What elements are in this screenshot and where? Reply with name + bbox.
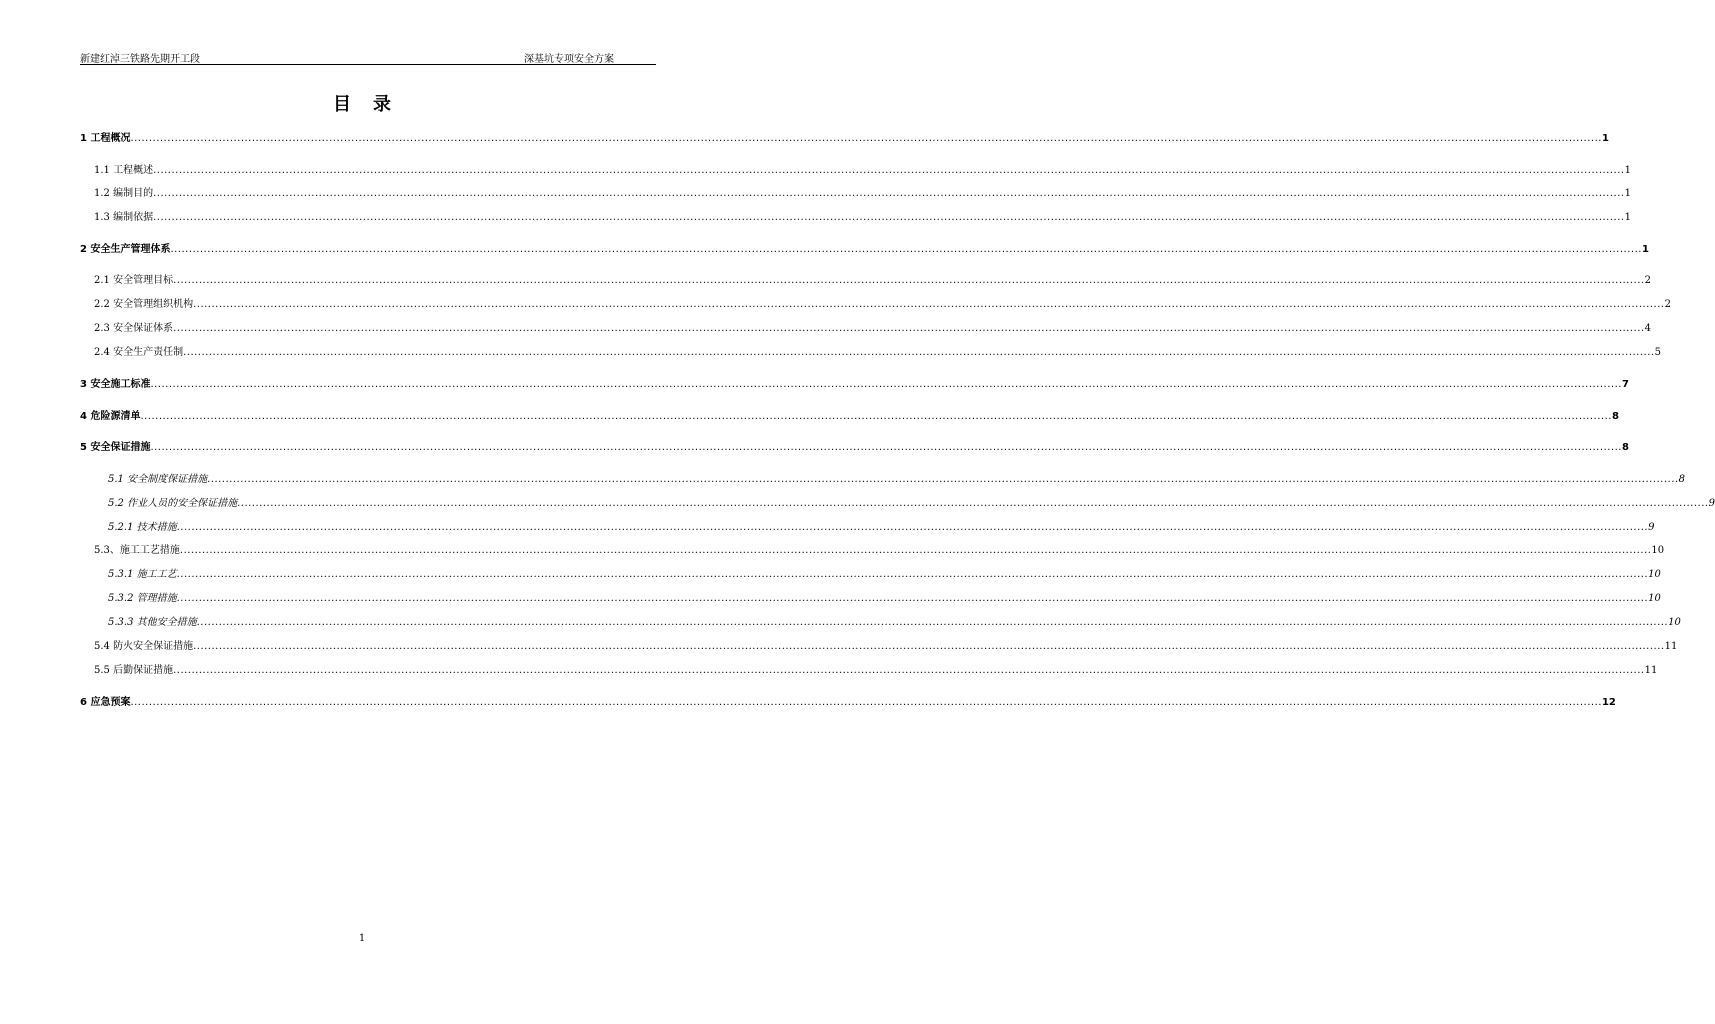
toc-entry-page: 10 — [1648, 593, 1661, 604]
toc-dot-leader: ................................................................................................................................................................................................................................................................................................................................................................................................................ — [179, 545, 1652, 556]
toc-entry[interactable] — [80, 521, 1655, 535]
toc-entry[interactable] — [80, 132, 1609, 146]
toc-entry-page: 1 — [1601, 133, 1609, 144]
toc-dot-leader: ................................................................................................................................................................................................................................................................................................................................................................................................................ — [153, 188, 1625, 199]
toc-entry-label: 5.1 安全制度保证措施 — [108, 474, 208, 485]
toc-entry-label: 5.2.1 技术措施 — [108, 522, 177, 533]
toc-dot-leader: ................................................................................................................................................................................................................................................................................................................................................................................................................ — [140, 411, 1612, 422]
toc-entry-page: 10 — [1651, 545, 1665, 556]
header-document-name: 深基坑专项安全方案 — [524, 54, 614, 65]
toc-entry-label: 2.2 安全管理组织机构 — [94, 299, 194, 310]
toc-entry-page: 12 — [1601, 697, 1616, 708]
toc-entry[interactable] — [80, 592, 1661, 606]
toc-dot-leader: ................................................................................................................................................................................................................................................................................................................................................................................................................ — [130, 133, 1602, 144]
toc-entry[interactable] — [80, 243, 1649, 257]
toc-entry-page: 10 — [1668, 617, 1681, 628]
toc-entry[interactable] — [80, 322, 1651, 336]
toc-entry[interactable] — [80, 441, 1629, 455]
toc-entry-page: 1 — [1624, 188, 1631, 199]
toc-entry-label: 6 应急预案 — [80, 697, 131, 708]
toc-entry-label: 2.4 安全生产责任制 — [94, 347, 184, 358]
toc-dot-leader: ................................................................................................................................................................................................................................................................................................................................................................................................................ — [130, 697, 1602, 708]
toc-dot-leader: ................................................................................................................................................................................................................................................................................................................................................................................................................ — [207, 474, 1679, 485]
toc-entry-label: 1 工程概况 — [80, 133, 131, 144]
toc-dot-leader: ................................................................................................................................................................................................................................................................................................................................................................................................................ — [153, 212, 1625, 223]
toc-entry-label: 2 安全生产管理体系 — [80, 244, 171, 255]
toc-entry[interactable] — [80, 346, 1661, 360]
toc-dot-leader: ................................................................................................................................................................................................................................................................................................................................................................................................................ — [153, 165, 1625, 176]
toc-dot-leader: ................................................................................................................................................................................................................................................................................................................................................................................................................ — [170, 244, 1642, 255]
toc-dot-leader: ................................................................................................................................................................................................................................................................................................................................................................................................................ — [176, 522, 1649, 533]
toc-dot-leader: ................................................................................................................................................................................................................................................................................................................................................................................................................ — [173, 665, 1645, 676]
toc-dot-leader: ................................................................................................................................................................................................................................................................................................................................................................................................................ — [183, 347, 1655, 358]
page-number: 1 — [358, 933, 366, 944]
toc-entry-page: 2 — [1644, 275, 1651, 286]
toc-entry-page: 8 — [1611, 411, 1619, 422]
toc-dot-leader: ................................................................................................................................................................................................................................................................................................................................................................................................................ — [150, 442, 1622, 453]
toc-dot-leader: ................................................................................................................................................................................................................................................................................................................................................................................................................ — [237, 498, 1709, 509]
toc-entry-page: 7 — [1621, 379, 1629, 390]
toc-entry[interactable] — [80, 298, 1671, 312]
toc-entry-label: 5.4 防火安全保证措施 — [94, 641, 194, 652]
header-project-name: 新建红淖三铁路先期开工段 — [80, 54, 200, 65]
toc-entry-page: 4 — [1644, 323, 1651, 334]
toc-entry-label: 3 安全施工标准 — [80, 379, 151, 390]
toc-entry-page: 1 — [1641, 244, 1649, 255]
toc-entry[interactable] — [80, 410, 1619, 424]
toc-entry[interactable] — [80, 640, 1678, 654]
toc-entry[interactable] — [80, 664, 1658, 678]
toc-dot-leader: ................................................................................................................................................................................................................................................................................................................................................................................................................ — [176, 593, 1649, 604]
page-header — [80, 48, 656, 65]
toc-dot-leader: ................................................................................................................................................................................................................................................................................................................................................................................................................ — [193, 641, 1665, 652]
toc-entry-page: 8 — [1621, 442, 1629, 453]
toc-entry-label: 1.2 编制目的 — [94, 188, 154, 199]
toc-entry-label: 1.3 编制依据 — [94, 212, 154, 223]
toc-entry-page: 11 — [1644, 665, 1658, 676]
toc-dot-leader: ................................................................................................................................................................................................................................................................................................................................................................................................................ — [150, 379, 1622, 390]
toc-entry[interactable] — [80, 164, 1631, 178]
toc-entry[interactable] — [80, 696, 1616, 710]
toc-entry-label: 5.2 作业人员的安全保证措施 — [108, 498, 238, 509]
toc-entry-label: 4 危险源清单 — [80, 411, 141, 422]
toc-entry-label: 2.3 安全保证体系 — [94, 323, 174, 334]
toc-entry-label: 5.3.1 施工工艺 — [108, 569, 177, 580]
toc-entry-label: 2.1 安全管理目标 — [94, 275, 174, 286]
toc-entry-page: 5 — [1654, 347, 1661, 358]
toc-entry[interactable] — [80, 473, 1685, 487]
toc-entry-label: 5 安全保证措施 — [80, 442, 151, 453]
toc-entry-label: 5.3、施工工艺措施 — [94, 545, 180, 556]
toc-entry-label: 1.1 工程概述 — [94, 165, 154, 176]
toc-dot-leader: ................................................................................................................................................................................................................................................................................................................................................................................................................ — [173, 275, 1645, 286]
toc-entry-label: 5.5 后勤保证措施 — [94, 665, 174, 676]
toc-entry[interactable] — [80, 544, 1665, 558]
toc-entry-page: 10 — [1648, 569, 1661, 580]
toc-entry-page: 2 — [1664, 299, 1671, 310]
toc-entry[interactable] — [80, 616, 1681, 630]
toc-entry[interactable] — [80, 211, 1631, 225]
toc-entry-page: 11 — [1664, 641, 1678, 652]
toc-dot-leader: ................................................................................................................................................................................................................................................................................................................................................................................................................ — [173, 323, 1645, 334]
toc-dot-leader: ................................................................................................................................................................................................................................................................................................................................................................................................................ — [196, 617, 1669, 628]
toc-entry-label: 5.3.2 管理措施 — [108, 593, 177, 604]
toc-entry[interactable] — [80, 187, 1631, 201]
toc-entry-page: 9 — [1648, 522, 1655, 533]
toc-entry-page: 9 — [1708, 498, 1715, 509]
toc-dot-leader: ................................................................................................................................................................................................................................................................................................................................................................................................................ — [176, 569, 1649, 580]
toc-entry[interactable] — [80, 274, 1651, 288]
toc-entry-page: 8 — [1678, 474, 1685, 485]
toc-entry[interactable] — [80, 378, 1629, 392]
toc-title: 目录 — [333, 94, 413, 115]
toc-entry-label: 5.3.3 其他安全措施 — [108, 617, 197, 628]
toc-entry-page: 1 — [1624, 212, 1631, 223]
toc-dot-leader: ................................................................................................................................................................................................................................................................................................................................................................................................................ — [193, 299, 1665, 310]
toc-entry[interactable] — [80, 497, 1715, 511]
toc-entry[interactable] — [80, 568, 1661, 582]
toc-entry-page: 1 — [1624, 165, 1631, 176]
